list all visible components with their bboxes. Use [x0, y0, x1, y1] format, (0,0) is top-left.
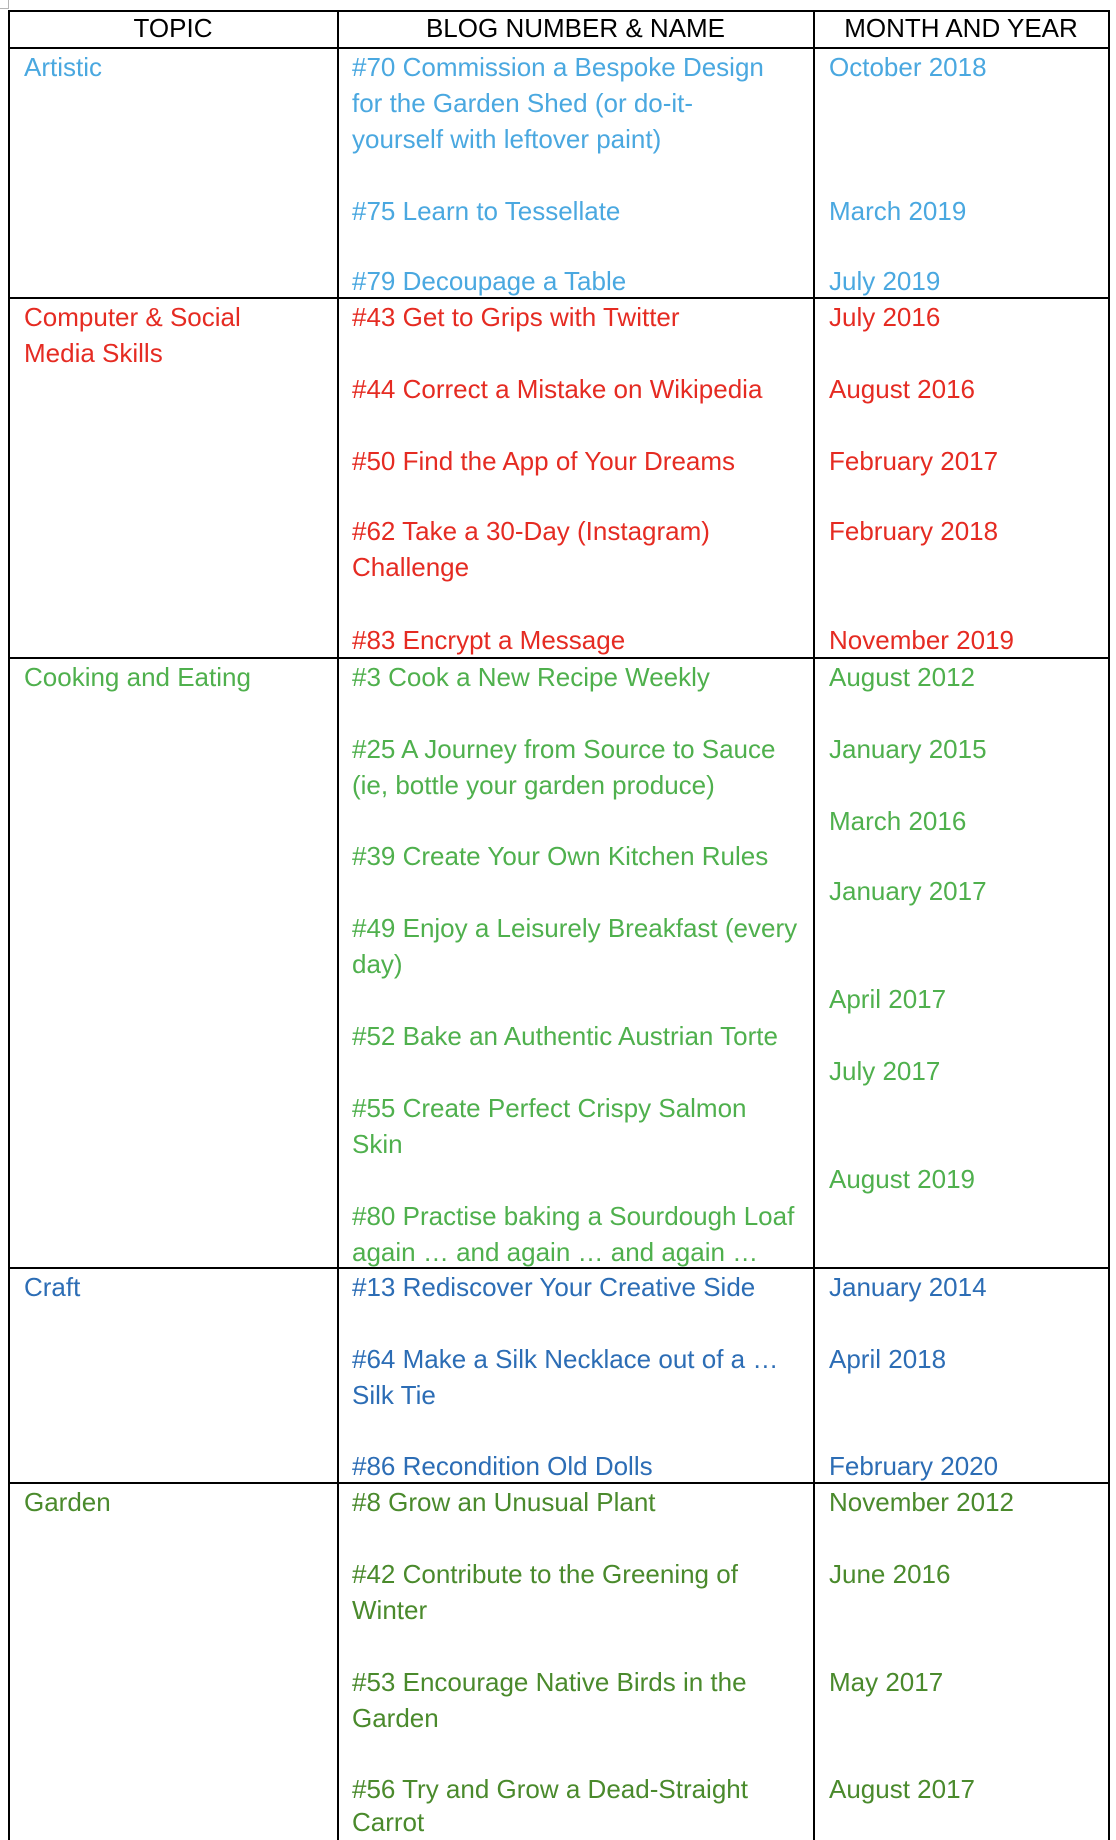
date-item: March 2019 [829, 196, 967, 226]
date-item: July 2017 [829, 1056, 941, 1086]
topic-artistic: Artistic [24, 52, 102, 82]
blog-item-continuation: yourself with leftover paint) [352, 124, 662, 154]
date-item: August 2012 [829, 662, 976, 692]
blog-item-continuation: Carrot [352, 1807, 425, 1837]
blog-item: #62 Take a 30-Day (Instagram) [352, 516, 710, 546]
column-rule-topic [337, 10, 339, 1840]
topic-cooking-eating: Cooking and Eating [24, 662, 251, 692]
date-item: June 2016 [829, 1559, 951, 1589]
date-item: January 2017 [829, 876, 987, 906]
blog-item: #70 Commission a Bespoke Design [352, 52, 764, 82]
blog-item: #44 Correct a Mistake on Wikipedia [352, 374, 763, 404]
date-item: February 2020 [829, 1451, 999, 1481]
page-corner-mark [0, 0, 9, 9]
blog-item-continuation: Winter [352, 1595, 428, 1625]
blog-item: #50 Find the App of Your Dreams [352, 446, 736, 476]
date-item: January 2014 [829, 1272, 987, 1302]
date-item: May 2017 [829, 1667, 944, 1697]
blog-item: #43 Get to Grips with Twitter [352, 302, 680, 332]
date-item: November 2019 [829, 625, 1014, 655]
blog-item: #79 Decoupage a Table [352, 266, 627, 296]
blog-item: #86 Recondition Old Dolls [352, 1451, 653, 1481]
topic-garden: Garden [24, 1487, 111, 1517]
blog-item: #52 Bake an Authentic Austrian Torte [352, 1021, 778, 1051]
column-rule-blog [813, 10, 815, 1840]
blog-item: #13 Rediscover Your Creative Side [352, 1272, 756, 1302]
topic-computer-social-media: Computer & Social [24, 302, 241, 332]
date-item: July 2019 [829, 266, 941, 296]
date-item: November 2012 [829, 1487, 1014, 1517]
date-item: August 2019 [829, 1164, 976, 1194]
date-item: April 2018 [829, 1344, 947, 1374]
date-item: February 2017 [829, 446, 999, 476]
column-rule-left [8, 10, 10, 1840]
header-blog: BLOG NUMBER & NAME [425, 13, 726, 43]
topic-craft: Craft [24, 1272, 81, 1302]
date-item: October 2018 [829, 52, 987, 82]
blog-item-continuation: Challenge [352, 552, 470, 582]
blog-item: #55 Create Perfect Crispy Salmon [352, 1093, 747, 1123]
date-item: August 2017 [829, 1774, 976, 1804]
blog-item: #42 Contribute to the Greening of [352, 1559, 738, 1589]
blog-item: #56 Try and Grow a Dead-Straight [352, 1774, 748, 1804]
date-item: July 2016 [829, 302, 941, 332]
blog-item: #8 Grow an Unusual Plant [352, 1487, 656, 1517]
blog-item: #49 Enjoy a Leisurely Breakfast (every [352, 913, 798, 943]
blog-item: #39 Create Your Own Kitchen Rules [352, 841, 769, 871]
date-item: April 2017 [829, 984, 947, 1014]
blog-item-continuation: Skin [352, 1129, 403, 1159]
topic-computer-social-media-continuation: Media Skills [24, 338, 163, 368]
blog-item: #75 Learn to Tessellate [352, 196, 621, 226]
blog-item-continuation: again … and again … and again … [352, 1237, 759, 1267]
blog-item: #53 Encourage Native Birds in the [352, 1667, 747, 1697]
blog-item: #80 Practise baking a Sourdough Loaf [352, 1201, 795, 1231]
date-item: August 2016 [829, 374, 976, 404]
header-topic: TOPIC [133, 13, 213, 43]
blog-item-continuation: Garden [352, 1703, 439, 1733]
column-rule-right [1108, 10, 1110, 1840]
blog-item: #3 Cook a New Recipe Weekly [352, 662, 710, 692]
date-item: March 2016 [829, 806, 967, 836]
blog-item-continuation: (ie, bottle your garden produce) [352, 770, 715, 800]
header-month-year: MONTH AND YEAR [844, 13, 1078, 43]
blog-item-continuation: Silk Tie [352, 1380, 436, 1410]
blog-item: #64 Make a Silk Necklace out of a … [352, 1344, 779, 1374]
date-item: January 2015 [829, 734, 987, 764]
blog-item: #25 A Journey from Source to Sauce [352, 734, 776, 764]
blog-item-continuation: day) [352, 949, 403, 979]
blog-item-continuation: for the Garden Shed (or do-it- [352, 88, 694, 118]
blog-item: #83 Encrypt a Message [352, 625, 626, 655]
date-item: February 2018 [829, 516, 999, 546]
